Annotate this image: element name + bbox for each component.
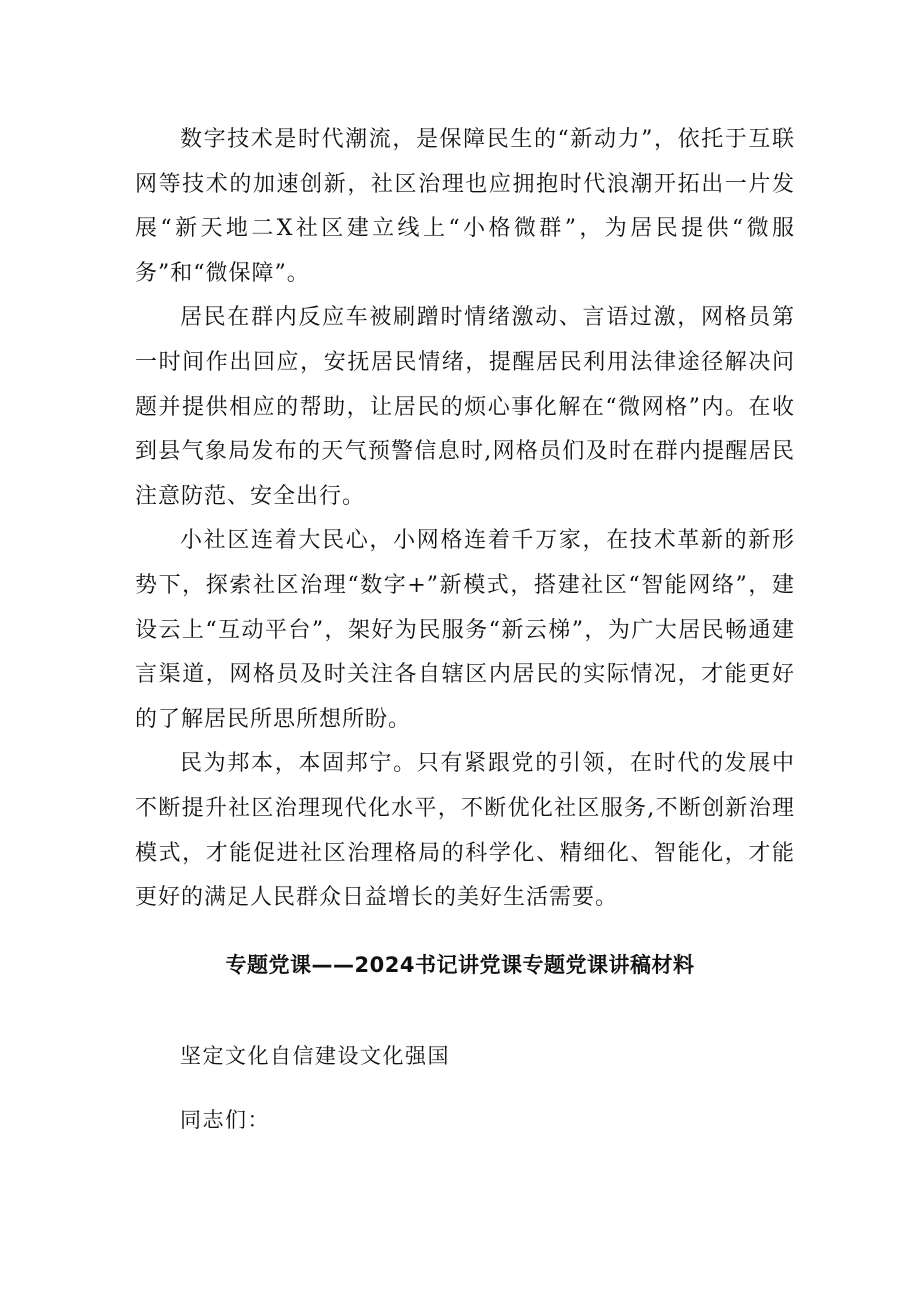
paragraph-resident-response: 居民在群内反应车被刷蹭时情绪激动、言语过激，网格员第一时间作出回应，安抚居民情绪，提醒居民利用法律途径解决问题并提供相应的帮助，让居民的烦心事化解在“微网格”内。在收到县气象局发布的天气预警信息时,网格员们及时在群内提醒居民注意防范、安全出行。 [135,305,795,509]
paragraph-digital-technology: 数字技术是时代潮流，是保障民生的“新动力”，依托于互联网等技术的加速创新，社区治理也应拥抱时代浪潮开拓出一片发展“新天地二X社区建立线上“小格微群”，为居民提供“微服务”和“微保障”。 [135,127,795,286]
paragraph-people-foundation: 民为邦本，本固邦宁。只有紧跟党的引领，在时代的发展中不断提升社区治理现代化水平，不断优化社区服务,不断创新治理模式，才能促进社区治理格局的科学化、精细化、智能化，才能更好的满足人民群众日益增长的美好生活需要。 [135,751,795,911]
section-title: 专题党课——2024书记讲党课专题党课讲稿材料 [225,953,695,977]
speech-subtitle: 坚定文化自信建设文化强国 [180,1044,450,1068]
paragraph-small-community: 小社区连着大民心，小网格连着千万家，在技术革新的新形势下，探索社区治理“数字+”新模式，搭建社区“智能网络”，建设云上“互动平台”，架好为民服务“新云梯”，为广大居民畅通建言渠道，网格员及时关注各自辖区内居民的实际情况，才能更好的了解居民所思所想所盼。 [135,528,795,732]
salutation: 同志们： [180,1108,270,1132]
body-text [135,118,795,921]
